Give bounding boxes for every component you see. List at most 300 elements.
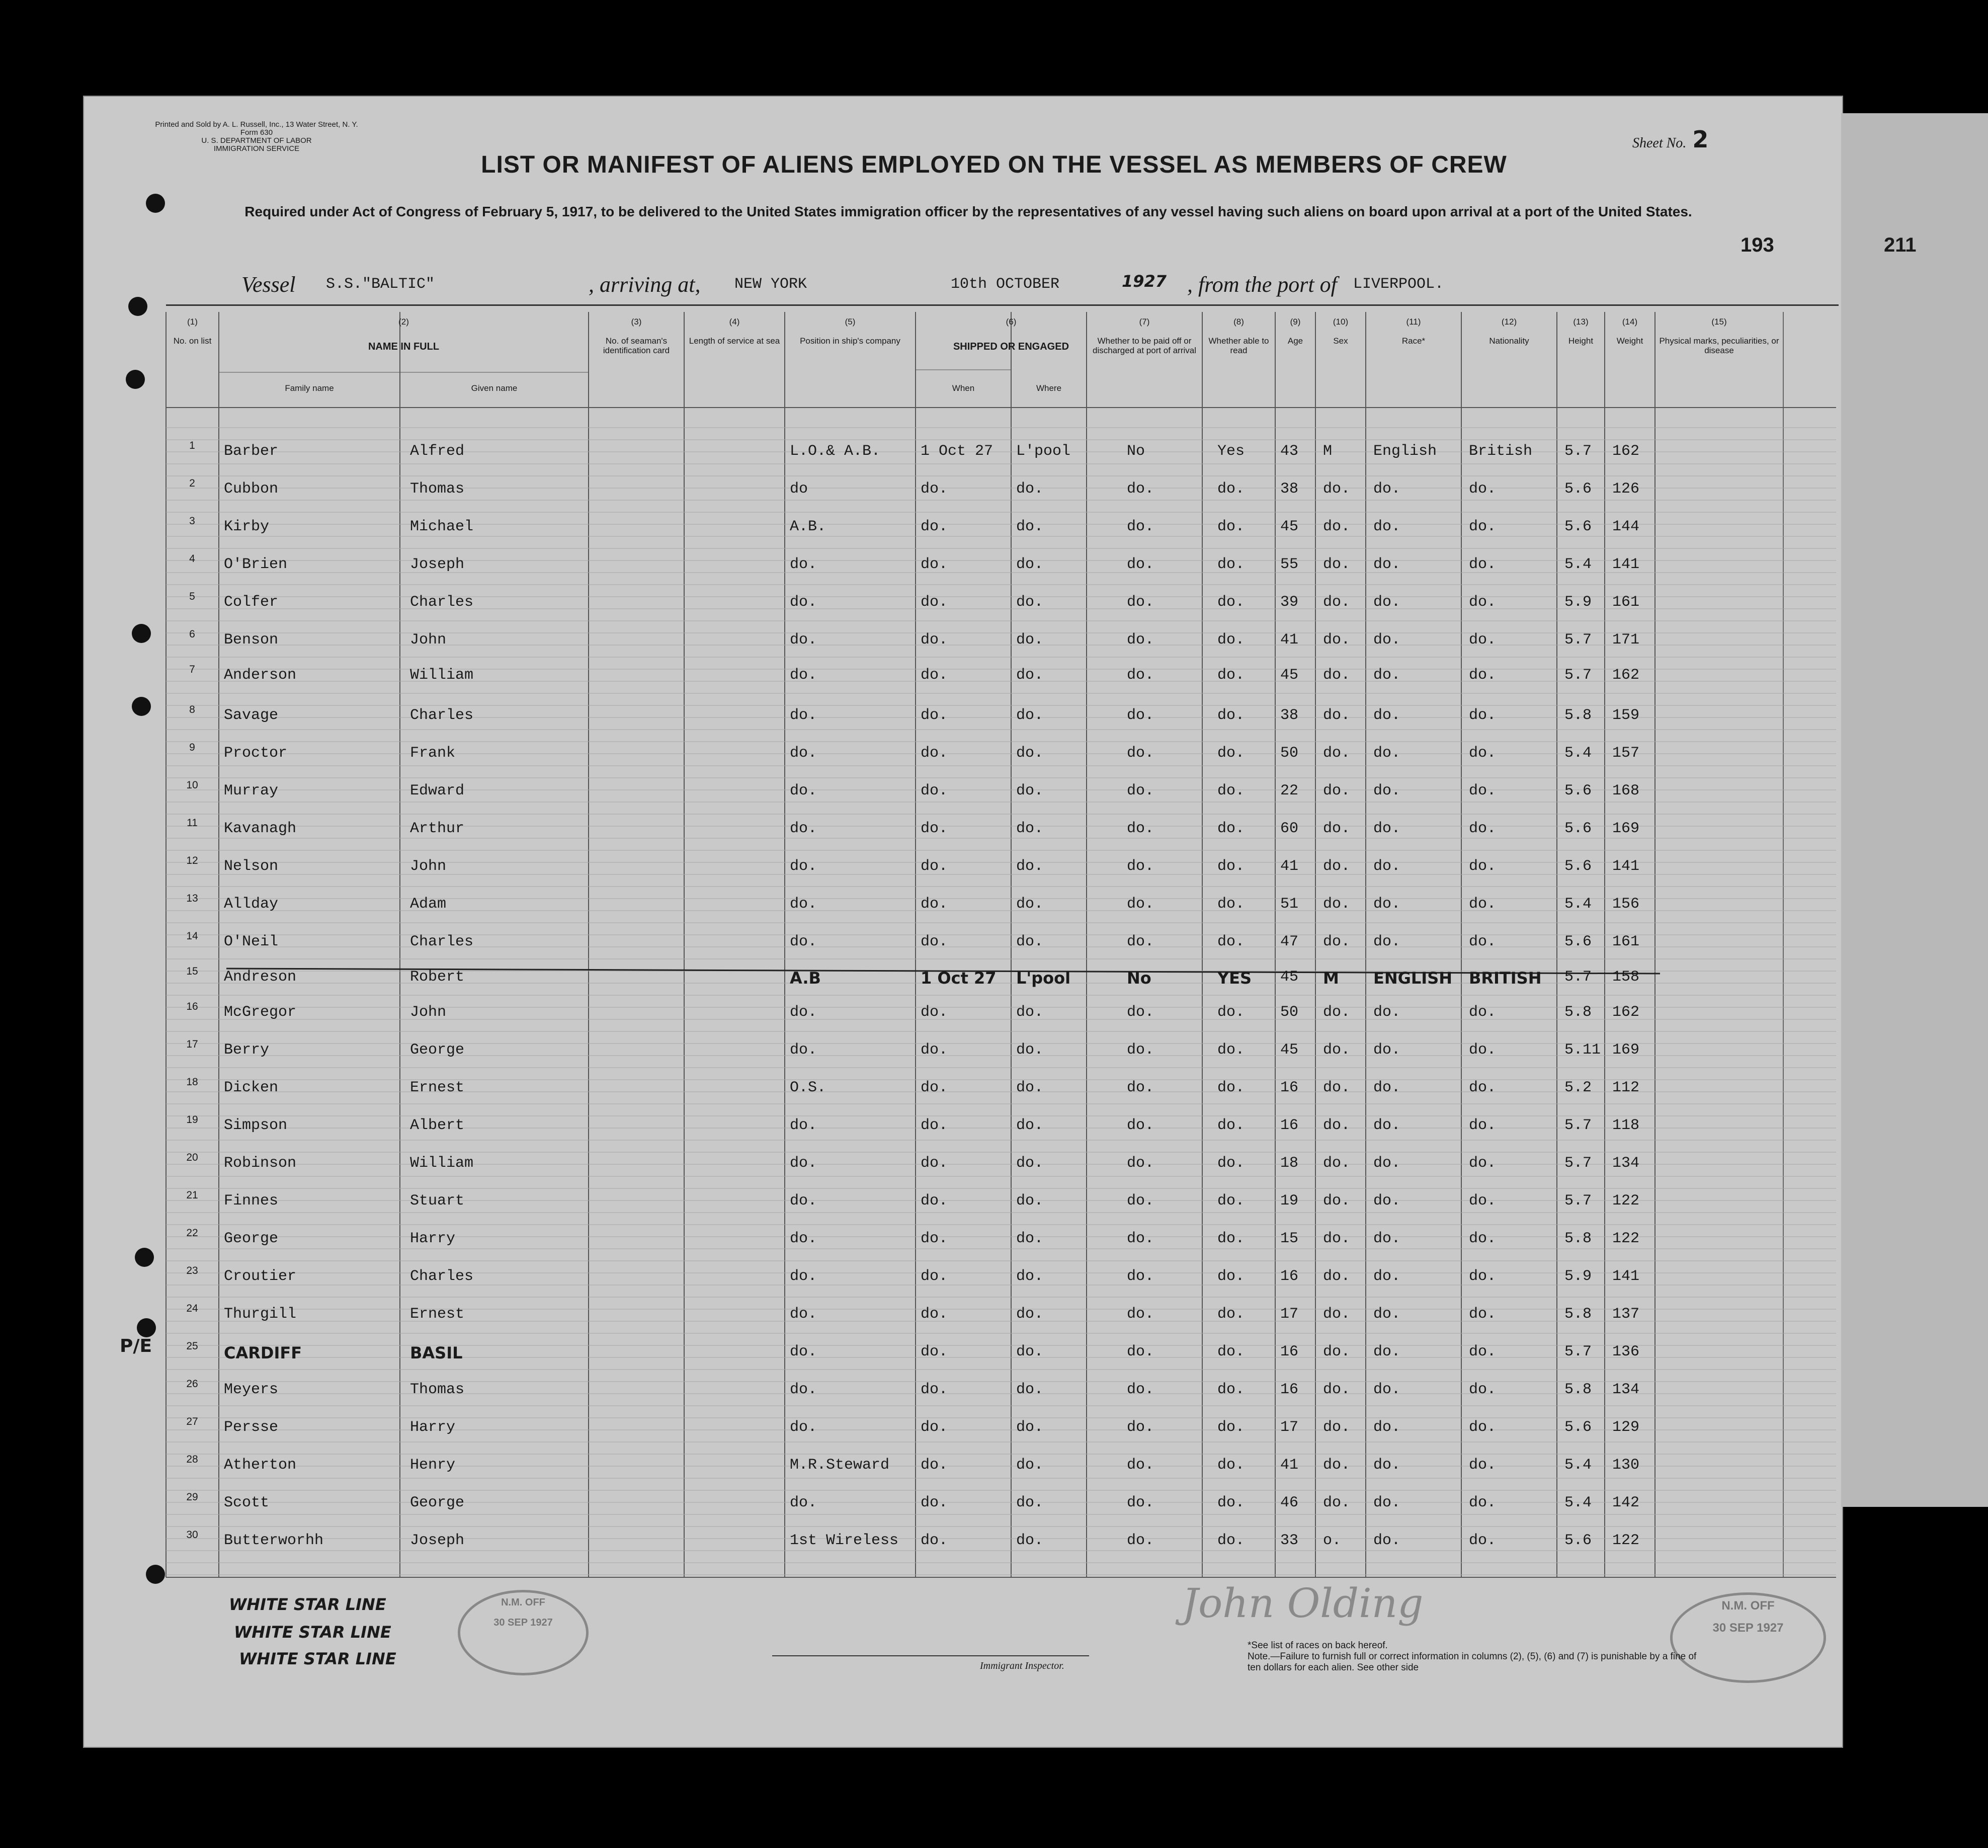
date-stamp: N.M. OFF 30 SEP 1927 [1670,1592,1826,1683]
able-to-read: do. [1217,518,1245,535]
shipped-where: do. [1016,518,1044,535]
height: 5.4 [1564,745,1592,762]
age: 41 [1280,1457,1299,1474]
shipped-where: L'pool [1016,443,1071,460]
column-number: (12) [1501,317,1517,327]
race: do. [1373,707,1401,724]
shipped-where: do. [1016,1117,1044,1134]
sex: do. [1323,1004,1351,1021]
sex: do. [1323,933,1351,950]
weight: 122 [1612,1230,1640,1247]
height: 5.4 [1564,1494,1592,1511]
age: 17 [1280,1419,1299,1436]
given-name: Thomas [410,1381,465,1398]
height: 5.2 [1564,1079,1592,1096]
paid-off: do. [1127,1457,1154,1474]
height: 5.8 [1564,1306,1592,1323]
family-name: Simpson [224,1117,288,1134]
given-name: Charles [410,1268,474,1285]
position: do. [790,1117,817,1134]
family-name: Nelson [224,858,279,875]
race: do. [1373,1117,1401,1134]
age: 45 [1280,518,1299,535]
able-to-read: do. [1217,1041,1245,1059]
weight: 171 [1612,631,1640,649]
given-name: George [410,1041,465,1059]
nationality: do. [1469,1192,1497,1210]
paid-off: do. [1127,1532,1154,1549]
age: 47 [1280,933,1299,950]
weight: 156 [1612,896,1640,913]
able-to-read: YES [1217,969,1252,988]
able-to-read: Yes [1217,443,1245,460]
column-header: NAME IN FULL [368,341,440,352]
able-to-read: do. [1217,1381,1245,1398]
column-header: Physical marks, peculiarities, or disease [1659,336,1779,355]
age: 50 [1280,1004,1299,1021]
row-number: 22 [186,1227,198,1239]
age: 39 [1280,594,1299,611]
height: 5.6 [1564,782,1592,799]
age: 45 [1280,1041,1299,1059]
weight: 136 [1612,1343,1640,1360]
race: do. [1373,1343,1401,1360]
paid-off: do. [1127,820,1154,837]
position: M.R.Steward [790,1457,890,1474]
age: 55 [1280,556,1299,573]
position: do. [790,1004,817,1021]
shipped-when: do. [921,594,948,611]
given-name: Adam [410,896,447,913]
shipped-when: do. [921,1532,948,1549]
inspector-signature: John Olding [1182,1580,1424,1627]
able-to-read: do. [1217,933,1245,950]
age: 51 [1280,896,1299,913]
position: A.B. [790,518,826,535]
weight: 134 [1612,1155,1640,1172]
shipped-where: do. [1016,556,1044,573]
shipped-where: do. [1016,745,1044,762]
nationality: do. [1469,480,1497,498]
family-name: O'Neil [224,933,279,950]
position: do [790,480,808,498]
column-header: Weight [1616,336,1643,346]
able-to-read: do. [1217,1494,1245,1511]
height: 5.6 [1564,518,1592,535]
family-name: Robinson [224,1155,297,1172]
inspector-label: Immigrant Inspector. [980,1660,1064,1671]
shipped-when: do. [921,1343,948,1360]
shipped-where: do. [1016,1192,1044,1210]
arrival-year: 1927 [1122,272,1167,291]
sex: do. [1323,707,1351,724]
given-name: Charles [410,933,474,950]
row-number: 27 [186,1416,198,1427]
sex: do. [1323,1381,1351,1398]
nationality: do. [1469,594,1497,611]
sex: do. [1323,1343,1351,1360]
family-name: Anderson [224,667,297,684]
able-to-read: do. [1217,1306,1245,1323]
age: 22 [1280,782,1299,799]
family-name: McGregor [224,1004,297,1021]
able-to-read: do. [1217,1343,1245,1360]
nationality: do. [1469,631,1497,649]
family-name: Savage [224,707,279,724]
sex: do. [1323,745,1351,762]
given-name: John [410,1004,447,1021]
column-header: Nationality [1489,336,1529,346]
sex: do. [1323,631,1351,649]
race: do. [1373,820,1401,837]
row-number: 1 [189,440,195,451]
paid-off: do. [1127,1192,1154,1210]
vessel-name: S.S."BALTIC" [326,276,435,293]
paid-off: do. [1127,745,1154,762]
race: do. [1373,1268,1401,1285]
column-number: (5) [845,317,856,327]
race: do. [1373,667,1401,684]
height: 5.7 [1564,969,1592,986]
paid-off: do. [1127,1419,1154,1436]
paid-off: do. [1127,782,1154,799]
given-name: Charles [410,707,474,724]
port-arrival: NEW YORK [734,276,807,293]
family-name: Barber [224,443,279,460]
weight: 169 [1612,1041,1640,1059]
given-name: John [410,631,447,649]
position: do. [790,667,817,684]
able-to-read: do. [1217,1230,1245,1247]
able-to-read: do. [1217,667,1245,684]
position: do. [790,1343,817,1360]
paid-off: do. [1127,1041,1154,1059]
given-name: William [410,1155,474,1172]
column-header: Whether to be paid off or discharged at port of arrival [1093,336,1196,355]
shipped-when: do. [921,1004,948,1021]
family-name: Meyers [224,1381,279,1398]
nationality: do. [1469,1041,1497,1059]
shipped-where: do. [1016,1306,1044,1323]
nationality: do. [1469,556,1497,573]
printer-imprint: Printed and Sold by A. L. Russell, Inc., 13 Water Street, N. Y. Form 630 U. S. DEPARTMENT OF LABOR IMMIGRATION SERVICE [155,120,358,153]
faded-stamp: N.M. OFF 30 SEP 1927 [458,1590,589,1675]
race: do. [1373,896,1401,913]
sex: do. [1323,667,1351,684]
weight: 142 [1612,1494,1640,1511]
shipped-where: do. [1016,1381,1044,1398]
position: do. [790,820,817,837]
shipped-when: do. [921,1041,948,1059]
shipped-where: do. [1016,1079,1044,1096]
able-to-read: do. [1217,858,1245,875]
position: do. [790,1419,817,1436]
age: 33 [1280,1532,1299,1549]
sex: do. [1323,594,1351,611]
sex: do. [1323,1041,1351,1059]
family-name: Persse [224,1419,279,1436]
age: 19 [1280,1192,1299,1210]
race: do. [1373,1230,1401,1247]
family-name: Dicken [224,1079,279,1096]
weight: 157 [1612,745,1640,762]
shipped-when: do. [921,820,948,837]
race: do. [1373,933,1401,950]
given-name: Ernest [410,1079,465,1096]
position: do. [790,1381,817,1398]
nationality: do. [1469,820,1497,837]
able-to-read: do. [1217,896,1245,913]
column-header: Whether able to read [1208,336,1269,355]
race: do. [1373,1306,1401,1323]
family-name: Cubbon [224,480,279,498]
column-number: (14) [1622,317,1638,327]
column-header: Height [1568,336,1594,346]
race: English [1373,443,1437,460]
weight: 130 [1612,1457,1640,1474]
page-stamp-right: 211 [1884,234,1917,256]
row-number: 7 [189,664,195,675]
sex: do. [1323,1306,1351,1323]
family-name: Finnes [224,1192,279,1210]
shipped-where: do. [1016,1041,1044,1059]
row-number: 21 [186,1189,198,1201]
margin-note: P/E [120,1336,152,1356]
given-name: Henry [410,1457,456,1474]
row-number: 19 [186,1114,198,1126]
able-to-read: do. [1217,556,1245,573]
position: do. [790,1192,817,1210]
weight: 112 [1612,1079,1640,1096]
row-number: 10 [186,779,198,791]
age: 38 [1280,707,1299,724]
given-name: William [410,667,474,684]
race: do. [1373,745,1401,762]
paid-off: No [1127,443,1145,460]
sex: do. [1323,1117,1351,1134]
row-number: 11 [187,817,198,829]
shipped-where: do. [1016,631,1044,649]
shipped-when: do. [921,782,948,799]
sex: do. [1323,1457,1351,1474]
row-number: 25 [186,1340,198,1352]
shipped-when: do. [921,1155,948,1172]
page-subtitle: Required under Act of Congress of February 5, 1917, to be delivered to the United States immigration officer by the representatives of any vessel having such aliens on board upon arrival at a port of the United States. [244,204,1692,219]
arrival-date: 10th OCTOBER [951,276,1060,293]
height: 5.4 [1564,556,1592,573]
shipped-when: do. [921,1494,948,1511]
weight: 159 [1612,707,1640,724]
paid-off: No [1127,969,1151,988]
shipped-where: do. [1016,667,1044,684]
height: 5.6 [1564,1419,1592,1436]
line-stamp: WHITE STAR LINE [234,1623,391,1642]
height: 5.8 [1564,1381,1592,1398]
shipped-when: do. [921,631,948,649]
column-header: Age [1287,336,1303,346]
height: 5.6 [1564,820,1592,837]
position: do. [790,1268,817,1285]
race: do. [1373,1004,1401,1021]
height: 5.7 [1564,1117,1592,1134]
nationality: do. [1469,1532,1497,1549]
shipped-when: do. [921,480,948,498]
row-number: 15 [186,966,198,977]
shipped-where: do. [1016,896,1044,913]
column-number: (13) [1573,317,1589,327]
nationality: do. [1469,1230,1497,1247]
family-name: Kirby [224,518,270,535]
weight: 168 [1612,782,1640,799]
shipped-when: do. [921,1230,948,1247]
paid-off: do. [1127,1343,1154,1360]
sex: do. [1323,1230,1351,1247]
shipped-when: do. [921,1419,948,1436]
height: 5.9 [1564,594,1592,611]
able-to-read: do. [1217,631,1245,649]
family-name: Allday [224,896,279,913]
race: do. [1373,782,1401,799]
race: do. [1373,518,1401,535]
able-to-read: do. [1217,707,1245,724]
sex: do. [1323,820,1351,837]
position: L.O.& A.B. [790,443,881,460]
age: 16 [1280,1381,1299,1398]
column-header: Length of service at sea [689,336,780,346]
able-to-read: do. [1217,1004,1245,1021]
shipped-where: do. [1016,933,1044,950]
race: do. [1373,1532,1401,1549]
paid-off: do. [1127,858,1154,875]
sex: do. [1323,1268,1351,1285]
row-number: 28 [186,1454,198,1465]
given-name: Albert [410,1117,465,1134]
height: 5.4 [1564,896,1592,913]
page-title: LIST OR MANIFEST OF ALIENS EMPLOYED ON THE VESSEL AS MEMBERS OF CREW [481,151,1507,178]
weight: 129 [1612,1419,1640,1436]
age: 45 [1280,667,1299,684]
shipped-where: do. [1016,820,1044,837]
height: 5.9 [1564,1268,1592,1285]
sex: o. [1323,1532,1342,1549]
nationality: do. [1469,782,1497,799]
row-number: 12 [186,855,198,866]
row-number: 24 [186,1303,198,1314]
paid-off: do. [1127,896,1154,913]
age: 38 [1280,480,1299,498]
age: 18 [1280,1155,1299,1172]
weight: 141 [1612,1268,1640,1285]
nationality: do. [1469,858,1497,875]
line-stamp: WHITE STAR LINE [229,1595,386,1614]
column-number: (4) [729,317,740,327]
column-subheader: Family name [285,383,334,393]
family-name: George [224,1230,279,1247]
age: 60 [1280,820,1299,837]
row-number: 13 [186,893,198,904]
row-number: 20 [186,1152,198,1163]
paid-off: do. [1127,1004,1154,1021]
row-number: 2 [189,477,195,489]
race: do. [1373,1381,1401,1398]
weight: 122 [1612,1532,1640,1549]
given-name: BASIL [410,1343,463,1362]
line-stamp: WHITE STAR LINE [239,1649,396,1668]
shipped-where: do. [1016,1494,1044,1511]
nationality: do. [1469,1268,1497,1285]
sheet-number: Sheet No. 2 [1632,126,1709,153]
shipped-when: do. [921,1079,948,1096]
weight: 118 [1612,1117,1640,1134]
weight: 162 [1612,443,1640,460]
position: do. [790,1494,817,1511]
weight: 144 [1612,518,1640,535]
position: 1st Wireless [790,1532,899,1549]
sex: do. [1323,896,1351,913]
column-header: Position in ship's company [800,336,900,346]
family-name: Atherton [224,1457,297,1474]
shipped-when: do. [921,667,948,684]
race: do. [1373,1419,1401,1436]
shipped-where: do. [1016,1532,1044,1549]
able-to-read: do. [1217,1079,1245,1096]
height: 5.7 [1564,1155,1592,1172]
nationality: do. [1469,1004,1497,1021]
given-name: George [410,1494,465,1511]
column-header: No. of seaman's identification card [603,336,670,355]
weight: 162 [1612,667,1640,684]
given-name: Ernest [410,1306,465,1323]
nationality: do. [1469,1381,1497,1398]
given-name: Edward [410,782,465,799]
shipped-when: do. [921,896,948,913]
sex: M [1323,443,1333,460]
column-number: (3) [631,317,642,327]
column-subheader: When [952,383,975,393]
shipped-where: do. [1016,782,1044,799]
given-name: Frank [410,745,456,762]
shipped-when: do. [921,858,948,875]
paid-off: do. [1127,1079,1154,1096]
paid-off: do. [1127,1381,1154,1398]
weight: 141 [1612,556,1640,573]
nationality: do. [1469,518,1497,535]
age: 17 [1280,1306,1299,1323]
sex: M [1323,969,1339,988]
height: 5.7 [1564,631,1592,649]
nationality: do. [1469,1494,1497,1511]
sex: do. [1323,480,1351,498]
paid-off: do. [1127,707,1154,724]
given-name: Harry [410,1419,456,1436]
shipped-when: do. [921,1192,948,1210]
height: 5.7 [1564,667,1592,684]
race: do. [1373,1494,1401,1511]
row-number: 6 [189,628,195,640]
given-name: Alfred [410,443,465,460]
paid-off: do. [1127,556,1154,573]
given-name: Joseph [410,1532,465,1549]
height: 5.6 [1564,858,1592,875]
nationality: do. [1469,745,1497,762]
race: do. [1373,480,1401,498]
able-to-read: do. [1217,1117,1245,1134]
column-number: (2) [398,317,409,327]
paid-off: do. [1127,1494,1154,1511]
shipped-where: do. [1016,707,1044,724]
paid-off: do. [1127,594,1154,611]
height: 5.7 [1564,443,1592,460]
